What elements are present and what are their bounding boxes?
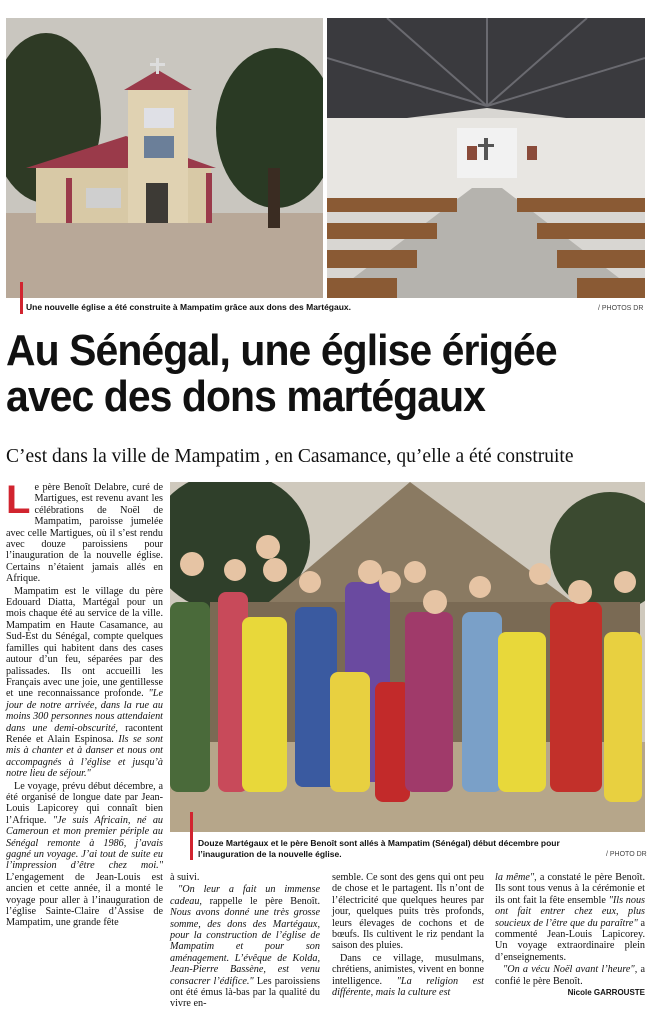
paragraph-community: semble. Ce sont des gens qui ont peu de chose et le partagent. Ils n’ont de l’électricité que quelques heures par jour, quelques puits très profonds, leurs élevages de cochons et de bœufs. Ils cultivent le riz pendant la saison des pluies.: [332, 872, 484, 952]
paragraph-gift: "On leur a fait un immense cadeau, rappelle le père Benoît. Nous avons donné une très grosse somme, des dons des Martégaux, pour la construction de l’église de Mampatim et pour son aménagement. L’évêque de Kolda, Jean-Pierre Bassène, est venu consacrer l’édifice." Les paroissiens ont été émus là-bas par la qualité du vivre en-: [170, 884, 321, 1010]
paragraph-religion: Dans ce village, musulmans, chrétiens, animistes, vivent en bonne intelligence. "La religion est différente, mais la culture est: [332, 952, 484, 999]
church-exterior-photo: [6, 18, 323, 298]
top-photo-caption: Une nouvelle église a été construite à Mampatim grâce aux dons des Martégaux.: [26, 302, 466, 312]
group-photo-caption: Douze Martégaux et le père Benoît sont allés à Mampatim (Sénégal) début décembre pour l’inauguration de la nouvelle église.: [198, 838, 618, 860]
headline: [6, 328, 609, 420]
top-photo-credit: / PHOTOS DR: [598, 305, 644, 312]
paragraph-intro: e père Benoît Delabre, curé de Martigues, est revenu avant les célébrations de Noël de Mampatim, paroisse jumelée avec celle Martigues, où il s’est rendu avec douze paroissiens pour l’inauguration de la nouvelle église. Certains n’étaient jamais allés en Afrique.: [6, 482, 163, 585]
subheadline: C’est dans la ville de Mampatim , en Casamance, qu’elle a été construite: [6, 446, 574, 467]
article-column-1: [6, 478, 164, 1018]
article-column-4: [495, 872, 645, 998]
group-photo: [170, 482, 645, 832]
headline-line-1: Au Sénégal, une église érigée: [6, 326, 557, 375]
article-column-2: à suivi. "On leur a fait un immense cadeau, rappelle le père Benoît. Nous avons donné une très grosse somme, des dons des Martégaux, pour la construction de l’église de Mampatim et pour son aménagement. L’évêque de Kolda, Jean-Pierre Bassène, est venu consacrer l’édifice." Les paroissiens ont été émus là-bas par la qualité du vivre en-: [170, 872, 321, 1010]
church-interior-photo: [327, 18, 645, 298]
headline-line-2: avec des dons martégaux: [6, 372, 485, 421]
paragraph-closing: "On a vécu Noël avant l’heure", a confié le père Benoît.: [495, 964, 645, 987]
paragraph-voyage: Le voyage, prévu début décembre, a été organisé de longue date par Jean-Louis Lapicorey qui connaît bien l’Afrique. "Je suis Africain, né au Cameroun et mon premier périple au Sénégal remonte à 1986, j’avais gagné un voyage. J’ai tout de suite eu l’impression d’être chez moi." L’engagement de Jean-Louis est ancien et cette année, il a monté le voyage pour aller à l’inauguration de l’église Sainte-Claire d’Assise de Mampatim, une grande fête: [6, 780, 164, 929]
author-signature: Nicole GARROUSTE: [567, 988, 645, 998]
article-column-3: [332, 872, 484, 998]
paragraph-village: Mampatim est le village du père Edouard Diatta, Martégal pour un mois chaque été au service de la ville. Mampatim en Haute Casamance, au Sud-Est du Sénégal, compte quelques familles qui habitent dans des cases autour d’un feu, séparées par des palissades. Ils ont accueilli les Français avec une joie, une gentillesse et une reconnaissance profonde. "Le jour de notre arrivée, dans la rue au moins 300 personnes nous attendaient dans une demi-obscurité, racontent Renée et Alain Espinosa. Ils se sont mis à chanter et à danser et nous ont accompagnés à l’église et jusqu’à notre lieu de séjour.": [6, 585, 164, 780]
dropcap: L: [6, 478, 31, 522]
paragraph-ceremony: la même", a constaté le père Benoît. Ils sont tous venus à la cérémonie et ils ont fait la fête ensemble "Ils nous ont fait entrer chez eux, plus soucieux de l’être que du paraître" a commenté Jean-Louis Lapicorey. Un voyage extraordinaire plein d’enseignements.: [495, 872, 646, 963]
group-photo-credit: / PHOTO DR: [606, 851, 647, 858]
